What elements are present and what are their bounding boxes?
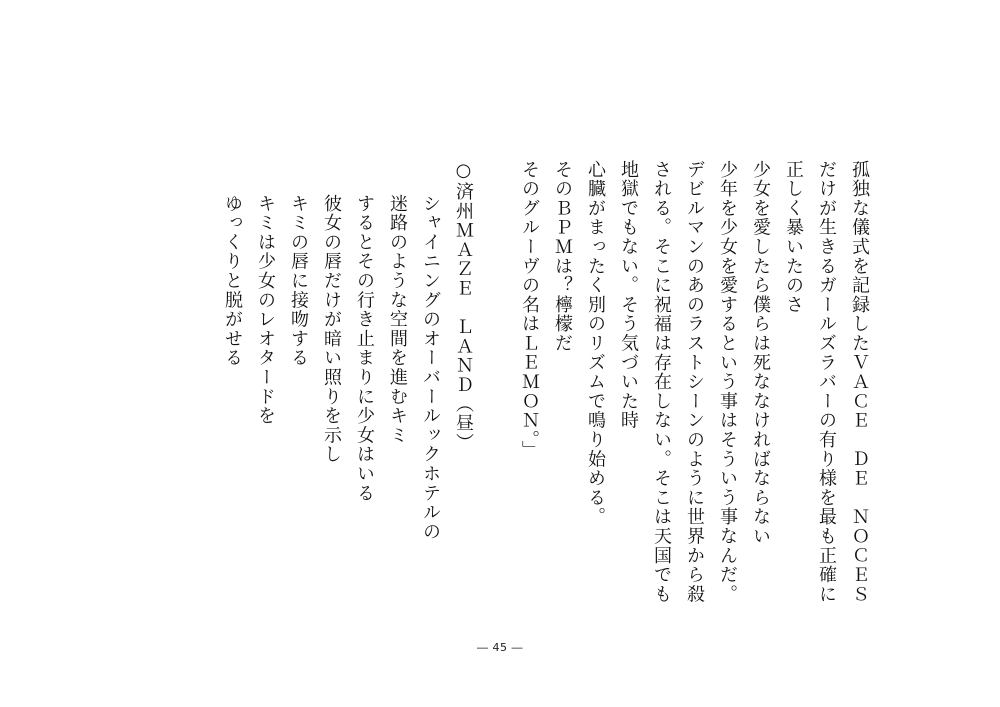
text-line: 迷路のような空間を進むキミ (387, 194, 408, 445)
text-line: そのＢＰＭは？檸檬だ (552, 160, 573, 353)
text-line: される。そこに祝福は存在しない。そこは天国でも (651, 160, 672, 604)
text-line: 正しく暴いたのさ (783, 160, 804, 315)
text-line: ゆっくりと脱がせる (222, 194, 243, 368)
text-line: シャイニングのオーバールックホテルの (420, 194, 441, 542)
text-line: キミの唇に接吻する (288, 194, 309, 368)
page-number: ― 45 ― (477, 641, 523, 654)
text-line: そのグルーヴの名はＬＥＭＯＮ。」 (519, 160, 540, 460)
text-line: だけが生きるガールズラバーの有り様を最も正確に (816, 160, 837, 604)
text-line: 少女を愛したら僕らは死ななければならない (750, 160, 771, 546)
text-line: 心臓がまったく別のリズムで鳴り始める。 (585, 160, 606, 527)
text-line: 彼女の唇だけが暗い照りを示し (321, 194, 342, 465)
text-line: 少年を少女を愛するという事はそういう事なんだ。 (717, 160, 738, 604)
scene-heading: ○済州ＭＡＺＥ ＬＡＮＤ（昼） (453, 160, 474, 453)
text-line: 地獄でもない。そう気づいた時 (618, 160, 639, 431)
text-line: キミは少女のレオタードを (255, 194, 276, 426)
text-line: デビルマンのあのラストシーンのように世界から殺 (684, 160, 705, 604)
text-line: 孤独な儀式を記録したＶＡＣＥ ＤＥ ＮＯＣＥＳ (849, 160, 870, 604)
text-line: するとその行き止まりに少女はいる (354, 194, 375, 503)
